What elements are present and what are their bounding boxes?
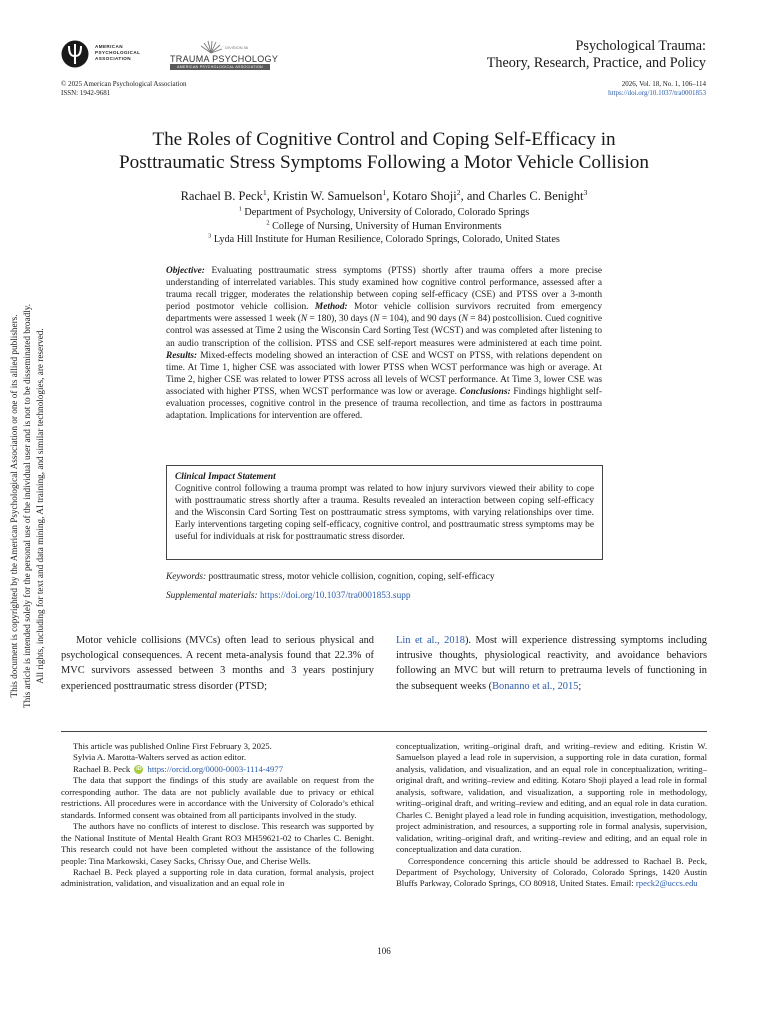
data-availability-note: The data that support the findings of this study are available on request from the corresponding author. The data are not publicly available due to privacy or ethical restrictions. All procedures were in accordance with the University of Colorado’s ethical standards. Informed consent was obtained from all participants involved in the study. [61, 775, 374, 820]
keywords-label: Keywords: [166, 572, 207, 582]
journal-name [487, 38, 706, 72]
body-left-column: Motor vehicle collisions (MVCs) often lead to serious physical and psychological consequences. A recent meta-analysis found that 22.3% of MVC survivors assessed between 3 months and 3 years postinjury experienced posttraumatic stress disorder (PTSD; [61, 635, 374, 692]
published-note: This article was published Online First February 3, 2025. [73, 741, 272, 751]
author-sep: , [386, 189, 393, 203]
title-line-1: The Roles of Cognitive Control and Coping Self-Efficacy in [152, 129, 616, 150]
clinical-impact-box [166, 465, 603, 560]
author-name: Charles C. Benight [488, 189, 584, 203]
copyright-meta [61, 80, 186, 98]
copyright-text: © 2025 American Psychological Association [61, 80, 187, 88]
apa-psi-icon [61, 40, 89, 68]
credit-note: Rachael B. Peck played a supporting role in data curation, formal analysis, project administration, validation, and visualization and an equal role in [61, 866, 374, 889]
division-label: DIVISION 56 [225, 45, 249, 50]
author-sep: , [266, 189, 273, 203]
supp-label: Supplemental materials: [166, 591, 258, 601]
author-name: Rachael B. Peck [180, 189, 263, 203]
affiliation-1: $^1$ Department of Psychology, University of Colorado, Colorado Springs [238, 205, 530, 218]
objective-label: Objective: [166, 266, 205, 276]
apa-logo-text: AMERICAN PSYCHOLOGICAL ASSOCIATION [95, 44, 141, 61]
credit-note-continued: conceptualization, writing–original draft, and writing–review and editing. Kristin W. Samuelson played a lead role in supervision, a supporting role in data curation, formal analysis, validation, and visualization, and an equal role in conceptualization, writing–original draft, and writing–review and editing. Kotaro Shoji played a lead role in formal analysis, software, validation, and visualization, a supporting role in methodology, writing–original draft, and writing–review and editing, and an equal role in data curation. Charles C. Benight played a lead role in funding acquisition, investigation, methodology, project administration, and resources, a supporting role in formal analysis, supervision, validation, writing–original draft, and writing–review and editing, and an equal role in conceptualization and data curation. [396, 741, 707, 855]
impact-heading: Clinical Impact Statement [175, 472, 276, 482]
citation-link[interactable]: Lin et al., 2018 [396, 635, 465, 646]
author-affil-num: 2 [456, 187, 461, 197]
title-line-2: Posttraumatic Stress Symptoms Following a Motor Vehicle Collision [119, 152, 649, 173]
trauma-psychology-logo [170, 40, 279, 70]
affiliation-2: $^2$ College of Nursing, University of Human Environments [266, 219, 502, 232]
article-title [60, 128, 708, 174]
vertical-copyright [8, 262, 53, 750]
conclusions-label: Conclusions: [459, 386, 511, 397]
results-label: Results: [166, 350, 198, 361]
doi-link[interactable]: https://doi.org/10.1037/tra0001853 [608, 89, 706, 97]
journal-line-1: Psychological Trauma: [575, 38, 706, 54]
copyright-line-1: This document is copyrighted by the American Psychological Association or one of its allied publishers. [9, 314, 19, 698]
volume-meta [608, 80, 706, 98]
email-link[interactable]: rpeck2@uccs.edu [635, 878, 698, 889]
impact-body: Cognitive control following a trauma prompt was related to how injury survivors viewed their ability to cope with posttraumatic stress shortly after a trauma. Results revealed an interaction between coping self-efficacy and the Wisconsin Card Sorting Test on posttraumatic stress symptoms, with varying relationships over time. Early interventions targeting coping self-efficacy, cognitive control, and posttraumatic stress symptoms may be useful for individuals at risk for posttraumatic stress disorder. [175, 484, 594, 543]
author-affil-num: 3 [583, 187, 588, 197]
abstract: Objective: Evaluating posttraumatic stress symptoms (PTSS) shortly after trauma offers a more precise understanding of interrelated variables. This study examined how cognitive control performance, assessed after a trauma recall trigger, moderates the relationship between coping self-efficacy (CSE) and PTSS over a 3-month period postmotor vehicle collision. Method: Motor vehicle collision survivors recruited from emergency departments were assessed 1 week (N = 180), 30 days (N = 104), and 90 days (N = 84) postcollision. Cued cognitive control was assessed at Time 2 using the Wisconsin Card Sorting Test (WCST) and was completed after listening to an audio transcription of the collision. PTSS and CSE self-report measures were administered at each time point. Results: Mixed-effects modeling showed an interaction of CSE and WCST on PTSS, with relations dependent on time. At Time 1, higher CSE was associated with lower PTSS when WCST performance was high or average. At Time 2, higher CSE was related to lower PTSS across all levels of WCST performance. At Time 3, lower CSE was associated with higher PTSS, when WCST performance was low or average. Conclusions: Findings highlight self-evaluation processes, cognitive control in the presence of trauma recollection, and time as factors in posttrauma adaptation. Implications for intervention are offered. [166, 266, 603, 422]
footnotes-right [396, 741, 707, 890]
volume-text: 2026, Vol. 18, No. 1, 106–114 [621, 80, 706, 88]
division-tagline: AMERICAN PSYCHOLOGICAL ASSOCIATION [170, 64, 270, 70]
conflicts-note: The authors have no conflicts of interest to disclose. This research was supported by the National Institute of Mental Health Grant RO3 MH59621-02 to Charles C. Benight. This research could not have been completed without the assistance of the following people: Tina Markowski, Casey Sacks, Chrissy Oue, and Cherise Wells. [61, 821, 374, 866]
author-affil-num: 1 [382, 187, 387, 197]
division-name: TRAUMA PSYCHOLOGY [170, 54, 279, 64]
keywords [166, 571, 602, 583]
correspondence-note: Correspondence concerning this article should be addressed to Rachael B. Peck, Department of Psychology, University of Colorado, Colorado Springs, 1420 Austin Bluffs Parkway, Colorado Springs, CO 80918, United States. Email: rpeck2@uccs.edu [396, 855, 707, 889]
page-number: 106 [377, 946, 391, 956]
footnotes-left [61, 741, 374, 890]
issn-text: ISSN: 1942-9681 [61, 89, 111, 97]
author-name: Kristin W. Samuelson [272, 189, 383, 203]
journal-line-2: Theory, Research, Practice, and Policy [486, 55, 706, 71]
footnote-divider [61, 731, 707, 732]
affiliations [60, 206, 708, 247]
author-sep: , and [460, 189, 489, 203]
body-right-column: Lin et al., 2018). Most will experience distressing symptoms including intrusive thoughts, physiological reactivity, and avoidance behaviors following an MVC but will return to pretrauma levels of functioning in the subsequent weeks (Bonanno et al., 2015; [396, 635, 707, 692]
orcid-note: Rachael B. Peck iD https://orcid.org/0000-0003-1114-4977 [73, 763, 284, 774]
method-label: Method: [314, 302, 348, 313]
author-affil-num: 1 [262, 187, 267, 197]
orcid-link[interactable]: https://orcid.org/0000-0003-1114-4977 [147, 763, 284, 774]
sunburst-icon [195, 40, 249, 54]
affiliation-3: $^3$ Lyda Hill Institute for Human Resilience, Colorado Springs, Colorado, United States [208, 232, 560, 245]
orcid-icon[interactable]: iD [136, 766, 142, 773]
citation-link[interactable]: Bonanno et al., 2015 [492, 680, 579, 692]
copyright-line-3: All rights, including for text and data mining, AI training, and similar technologies, are reserved. [35, 328, 45, 684]
copyright-line-2: This article is intended solely for the personal use of the individual user and is not to be disseminated broadly. [22, 303, 32, 709]
supp-link[interactable]: https://doi.org/10.1037/tra0001853.supp [259, 591, 411, 601]
supplemental-materials [166, 590, 602, 602]
keywords-list: posttraumatic stress, motor vehicle collision, cognition, coping, self-efficacy [206, 572, 495, 582]
author-name: Kotaro Shoji [392, 189, 457, 203]
apa-logo [61, 40, 161, 70]
editor-note: Sylvia A. Marotta-Walters served as action editor. [73, 752, 247, 763]
author-list [60, 188, 708, 204]
